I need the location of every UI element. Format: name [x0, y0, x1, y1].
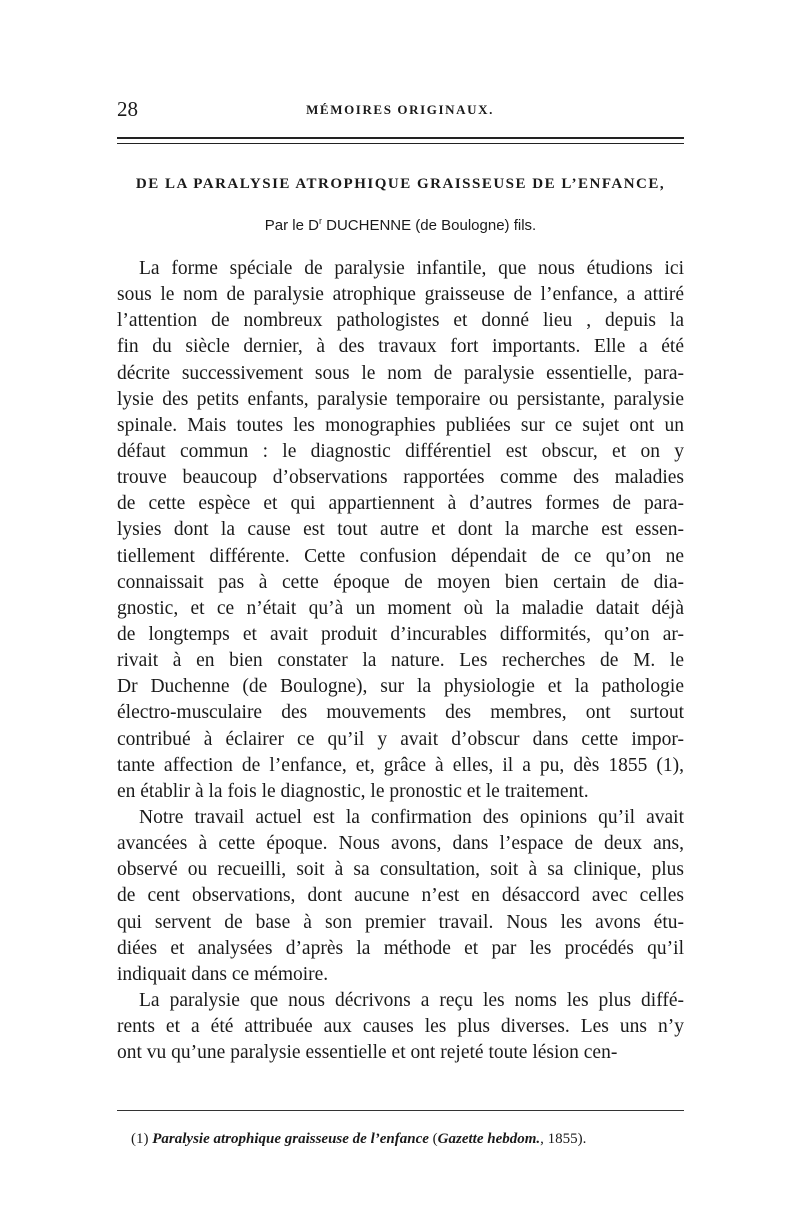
text-line: de cent observations, dont aucune n’est en désaccord avec celles: [117, 885, 684, 907]
header-rule-thin: [117, 143, 684, 144]
text-line: de cette espèce et qui appartiennent à d’autres formes de para-: [117, 493, 684, 515]
footnote-journal: Gazette hebdom.: [437, 1131, 541, 1147]
footnote-marker: (1): [131, 1131, 153, 1147]
text-line: spinale. Mais toutes les monographies publiées sur ce sujet ont un: [117, 414, 684, 436]
footnote: [131, 1131, 586, 1148]
text-line: lysies dont la cause est tout autre et dont la marche est essen-: [117, 519, 684, 541]
article-byline: [117, 216, 684, 234]
page-number: 28: [117, 97, 138, 121]
text-line: Notre travail actuel est la confirmation des opinions qu’il avait: [139, 806, 684, 828]
footnote-rule: [117, 1110, 684, 1111]
text-line: électro-musculaire des mouvements des membres, ont surtout: [117, 702, 684, 724]
text-line: défaut commun : le diagnostic différentiel est obscur, et on y: [117, 440, 684, 462]
footnote-year: , 1855).: [540, 1131, 587, 1147]
header-rule-thick: [117, 137, 684, 139]
text-line: l’attention de nombreux pathologistes et donné lieu , depuis la: [117, 310, 684, 332]
article-title: DE LA PARALYSIE ATROPHIQUE GRAISSEUSE DE L’ENFANCE,: [135, 176, 666, 192]
footnote-work-title: Paralysie atrophique graisseuse de l’enfance: [152, 1131, 429, 1147]
text-line: qui servent de base à son premier travail. Nous les avons étu-: [117, 911, 684, 933]
text-line: ont vu qu’une paralysie essentielle et ont rejeté toute lésion cen-: [117, 1042, 618, 1064]
text-line: La paralysie que nous décrivons a reçu les noms les plus diffé-: [139, 989, 684, 1011]
text-line: diées et analysées d’après la méthode et par les procédés qu’il: [117, 937, 684, 959]
text-line: La forme spéciale de paralysie infantile, que nous étudions ici: [139, 258, 684, 279]
text-line: indiquait dans ce mémoire.: [117, 963, 329, 985]
text-line: gnostic, et ce n’était qu’à un moment où la maladie datait déjà: [117, 597, 684, 619]
text-line: observé ou recueilli, soit à sa consultation, soit à sa clinique, plus: [117, 859, 684, 881]
footnote-open-paren: (: [428, 1131, 438, 1147]
text-line: Dr Duchenne (de Boulogne), sur la physiologie et la pathologie: [117, 676, 684, 698]
text-line: avancées à cette époque. Nous avons, dans l’espace de deux ans,: [117, 833, 684, 855]
byline-author: DUCHENNE (de Boulogne) fils.: [321, 217, 537, 234]
text-line: sous le nom de paralysie atrophique graisseuse de l’enfance, a attiré: [117, 284, 684, 306]
article-body: [117, 256, 684, 1066]
text-line: contribué à éclairer ce qu’il y avait d’obscur dans cette impor-: [117, 728, 684, 750]
text-line: rivait à en bien constater la nature. Les recherches de M. le: [117, 650, 684, 672]
text-line: décrite successivement sous le nom de paralysie essentielle, para-: [117, 362, 684, 384]
text-line: connaissait pas à cette époque de moyen bien certain de dia-: [117, 571, 684, 593]
running-title: MÉMOIRES ORIGINAUX.: [306, 102, 494, 117]
text-line: en établir à la fois le diagnostic, le pronostic et le traitement.: [117, 780, 589, 802]
text-line: tante affection de l’enfance, et, grâce à elles, il a pu, dès 1855 (1),: [117, 754, 684, 776]
byline-prefix: Par le D: [264, 217, 319, 234]
text-line: tiellement différente. Cette confusion dépendait de ce qu’on ne: [117, 545, 684, 567]
text-line: trouve beaucoup d’observations rapportées comme des maladies: [117, 467, 684, 489]
text-line: de longtemps et avait produit d’incurables difformités, qu’on ar-: [117, 623, 684, 645]
text-line: fin du siècle dernier, à des travaux fort importants. Elle a été: [117, 336, 684, 358]
text-line: lysie des petits enfants, paralysie temporaire ou persistante, paralysie: [117, 388, 684, 410]
byline-superscript: r: [318, 216, 322, 226]
text-line: rents et a été attribuée aux causes les plus diverses. Les uns n’y: [117, 1016, 684, 1038]
